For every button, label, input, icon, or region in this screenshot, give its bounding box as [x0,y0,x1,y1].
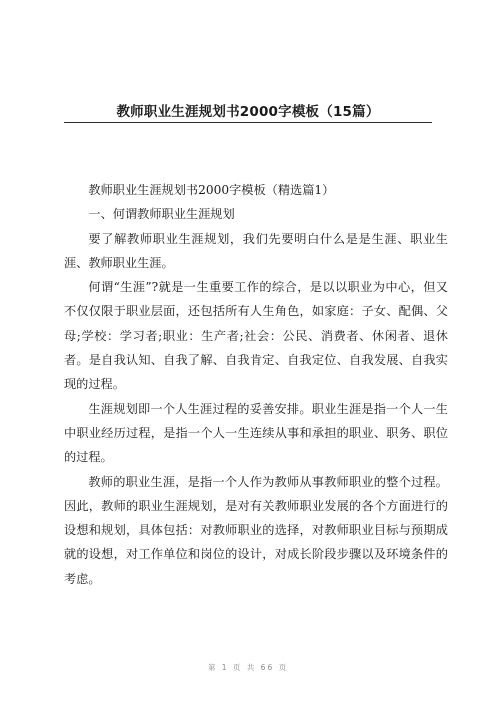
paragraph: 何谓“生涯”?就是一生重要工作的综合，是以以职业为中心，但又不仅仅限于职业层面，还包括所有人生角色，如家庭：子女、配偶、父母;学校：学习者;职业：生产者;社会：公民、消费者、休闲者、退休者。是自我认知、自我了解、自我肯定、自我定位、自我发展、自我实现的过程。 [64,280,448,392]
document-body [64,178,448,591]
paragraph: 教师的职业生涯，是指一个人作为教师从事教师职业的整个过程。因此，教师的职业生涯规划，是对有关教师职业发展的各个方面进行的设想和规划，具体包括：对教师职业的选择，对教师职业目标与预期成就的设想，对工作单位和岗位的设计，对成长阶段步骤以及环境条件的考虑。 [64,474,448,586]
paragraph: 生涯规划即一个人生涯过程的妥善安排。职业生涯是指一个人一生中职业经历过程，是指一个人一生连续从事和承担的职业、职务、职位的过程。 [64,401,448,465]
document-title: 教师职业生涯规划书2000字模板（15篇） [116,104,380,120]
paragraph: 教师职业生涯规划书2000字模板（精选篇1） [88,183,335,197]
paragraph: 要了解教师职业生涯规划，我们先要明白什么是是生涯、职业生涯、教师职业生涯。 [64,231,448,270]
title-underline [64,122,432,123]
page-footer: 第 1 页 共 66 页 [207,663,289,672]
paragraph: 一、何谓教师职业生涯规划 [88,207,235,222]
